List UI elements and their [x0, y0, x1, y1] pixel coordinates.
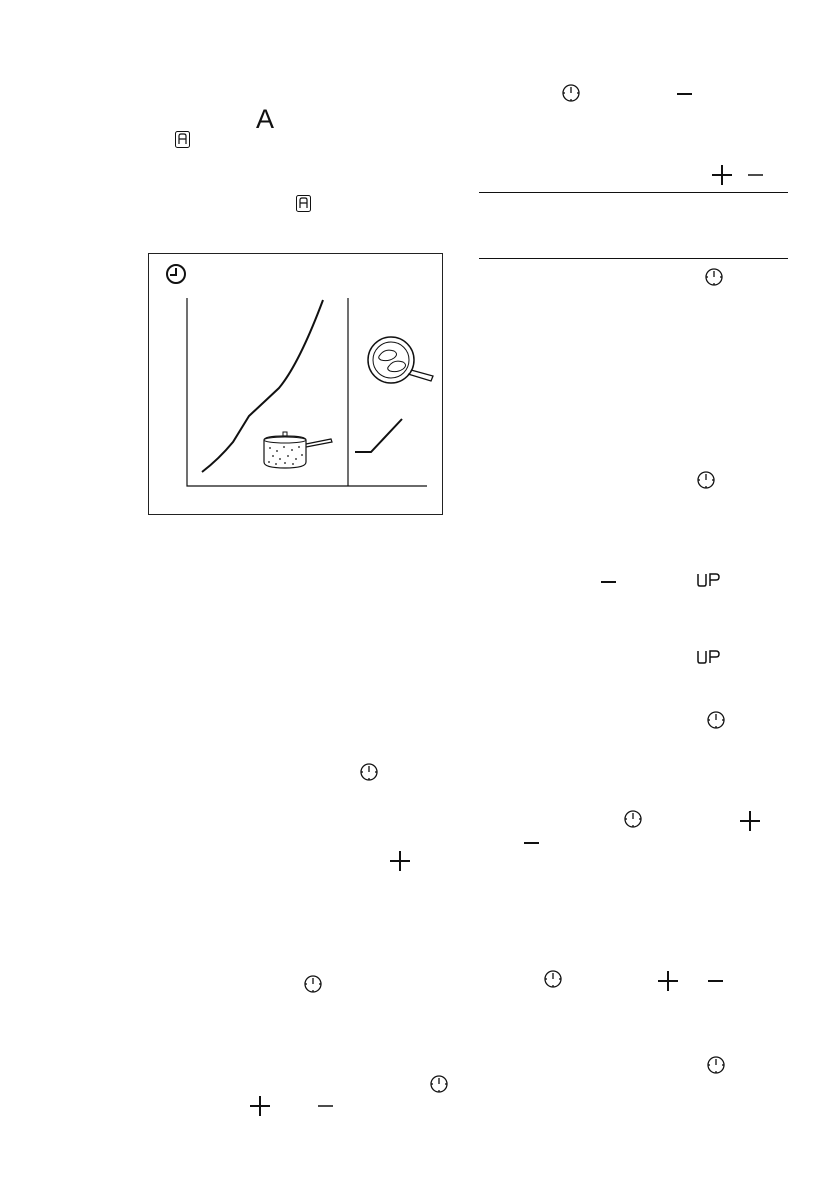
section-rule-bottom [479, 258, 788, 259]
timer-icon [624, 810, 642, 828]
minus-icon [677, 92, 692, 96]
plus-icon [658, 971, 678, 991]
timer-icon [430, 1075, 448, 1093]
minus-icon [524, 841, 539, 845]
frying-pan-icon [368, 337, 433, 383]
timer-icon [707, 1056, 725, 1074]
timer-icon [304, 975, 322, 993]
heat-up-graph [149, 254, 444, 516]
display-a-icon [175, 131, 190, 148]
plus-icon [740, 811, 760, 831]
section-rule-top [479, 192, 788, 193]
display-a-icon [296, 195, 311, 212]
automatic-heat-up-letter: A [256, 104, 275, 134]
timer-icon [544, 970, 562, 988]
timer-icon [562, 84, 580, 102]
timer-icon [707, 711, 725, 729]
short-curve [355, 419, 402, 452]
display-up-icon [697, 573, 721, 587]
plus-icon [712, 165, 732, 185]
graph-axes [187, 298, 427, 486]
timer-icon [705, 268, 723, 286]
timer-clock-icon [167, 265, 185, 283]
minus-icon [708, 979, 723, 983]
minus-icon [318, 1104, 333, 1108]
timer-icon [697, 471, 715, 489]
display-up-icon [697, 650, 721, 664]
saucepan-icon [264, 432, 332, 468]
plus-icon [250, 1096, 270, 1116]
plus-icon [390, 851, 410, 871]
heat-up-graph-figure [148, 253, 443, 515]
minus-icon [601, 580, 616, 584]
minus-icon [748, 173, 763, 177]
timer-icon [360, 763, 378, 781]
